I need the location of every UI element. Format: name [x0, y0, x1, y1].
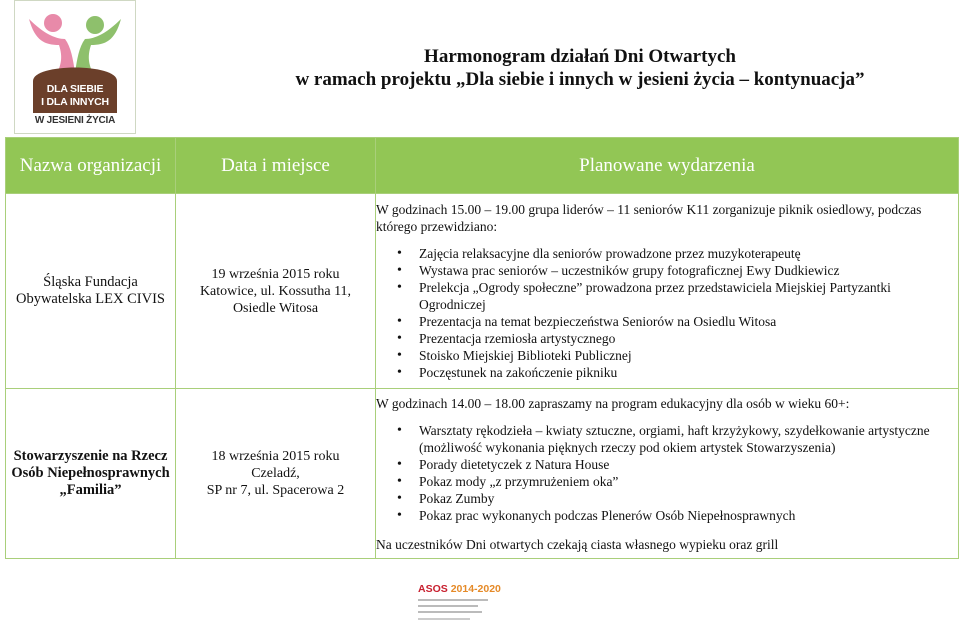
list-item: • Pokaz Zumby [419, 490, 958, 507]
column-header-date-place: Data i miejsce [176, 138, 376, 194]
events-list [376, 422, 958, 524]
list-item: • Warsztaty rękodzieła – kwiaty sztuczne, orgiami, haft krzyżykowy, szydełkowanie artystyczne (możliwość wykonania pięknych rzeczy pod okiem artystek Stowarzyszenia) [419, 422, 958, 456]
organization-name: Śląska Fundacja Obywatelska LEX CIVIS [15, 274, 165, 307]
page-title: Harmonogram działań Dni Otwartych [424, 46, 736, 67]
organization-cell [6, 194, 176, 389]
organization-name-line3: „Familia” [59, 482, 122, 498]
event-date: 18 września 2015 roku [211, 449, 340, 464]
event-address: Czeladź, [251, 466, 300, 481]
list-item: • Pokaz mody „z przymrużeniem oka” [419, 473, 958, 490]
events-intro: W godzinach 15.00 – 19.00 grupa liderów – 11 seniorów K11 zorganizuje piknik osiedlowy, podczas którego przewidziano: [376, 202, 922, 234]
schedule-table [5, 137, 959, 559]
events-cell [376, 194, 959, 389]
project-logo [14, 0, 136, 134]
table-row [6, 389, 959, 559]
organization-name-line2: Osób Niepełnosprawnych [11, 465, 170, 481]
footer-logo-line [418, 618, 470, 620]
list-item: • Stoisko Miejskiej Biblioteki Publicznej [419, 347, 958, 364]
organization-name-line1: Stowarzyszenie na Rzecz [13, 448, 168, 464]
event-date: 19 września 2015 roku [211, 266, 340, 282]
list-item: • Prezentacja rzemiosła artystycznego [419, 330, 958, 347]
date-place-cell [176, 194, 376, 389]
logo-text-line2: I DLA INNYCH [41, 96, 109, 108]
events-closing-note: Na uczestników Dni otwartych czekają ciasta własnego wypieku oraz grill [376, 536, 779, 552]
events-intro: W godzinach 14.00 – 18.00 zapraszamy na program edukacyjny dla osób w wieku 60+: [376, 395, 850, 411]
column-header-events: Planowane wydarzenia [376, 138, 959, 194]
logo-graphic [15, 1, 135, 133]
table-header-row [6, 138, 959, 194]
event-address: Katowice, ul. Kossutha 11, [199, 283, 352, 299]
list-item: • Prezentacja na temat bezpieczeństwa Seniorów na Osiedlu Witosa [419, 313, 958, 330]
list-item: • Wystawa prac seniorów – uczestników grupy fotograficznej Ewy Dudkiewicz [419, 262, 958, 279]
events-cell [376, 389, 959, 559]
events-list [376, 245, 958, 381]
list-item: • Prelekcja „Ogrody społeczne” prowadzona przez przedstawiciela Miejskiej Partyzantki Ogrodniczej [419, 279, 958, 313]
logo-text-line1: DLA SIEBIE [46, 83, 104, 95]
event-location: SP nr 7, ul. Spacerowa 2 [206, 483, 345, 498]
organization-cell [6, 389, 176, 559]
list-item: • Zajęcia relaksacyjne dla seniorów prowadzone przez muzykoterapeutę [419, 245, 958, 262]
asos-footer-logo [418, 583, 503, 621]
event-location: Osiedle Witosa [232, 300, 319, 316]
logo-text-line3: W JESIENI ŻYCIA [34, 115, 116, 126]
asos-logo-text: ASOS 2014-2020 [418, 583, 501, 595]
footer-logo-line [418, 599, 488, 601]
page-subtitle: w ramach projektu „Dla siebie i innych w jesieni życia – kontynuacja” [295, 69, 865, 90]
footer-logo-line [418, 611, 482, 613]
list-item: • Pokaz prac wykonanych podczas Plenerów Osób Niepełnosprawnych [419, 507, 958, 524]
date-place-cell [176, 389, 376, 559]
column-header-organization: Nazwa organizacji [6, 138, 176, 194]
list-item: • Poczęstunek na zakończenie pikniku [419, 364, 958, 381]
table-row [6, 194, 959, 389]
footer-logo-line [418, 605, 478, 607]
list-item: • Porady dietetyczek z Natura House [419, 456, 958, 473]
